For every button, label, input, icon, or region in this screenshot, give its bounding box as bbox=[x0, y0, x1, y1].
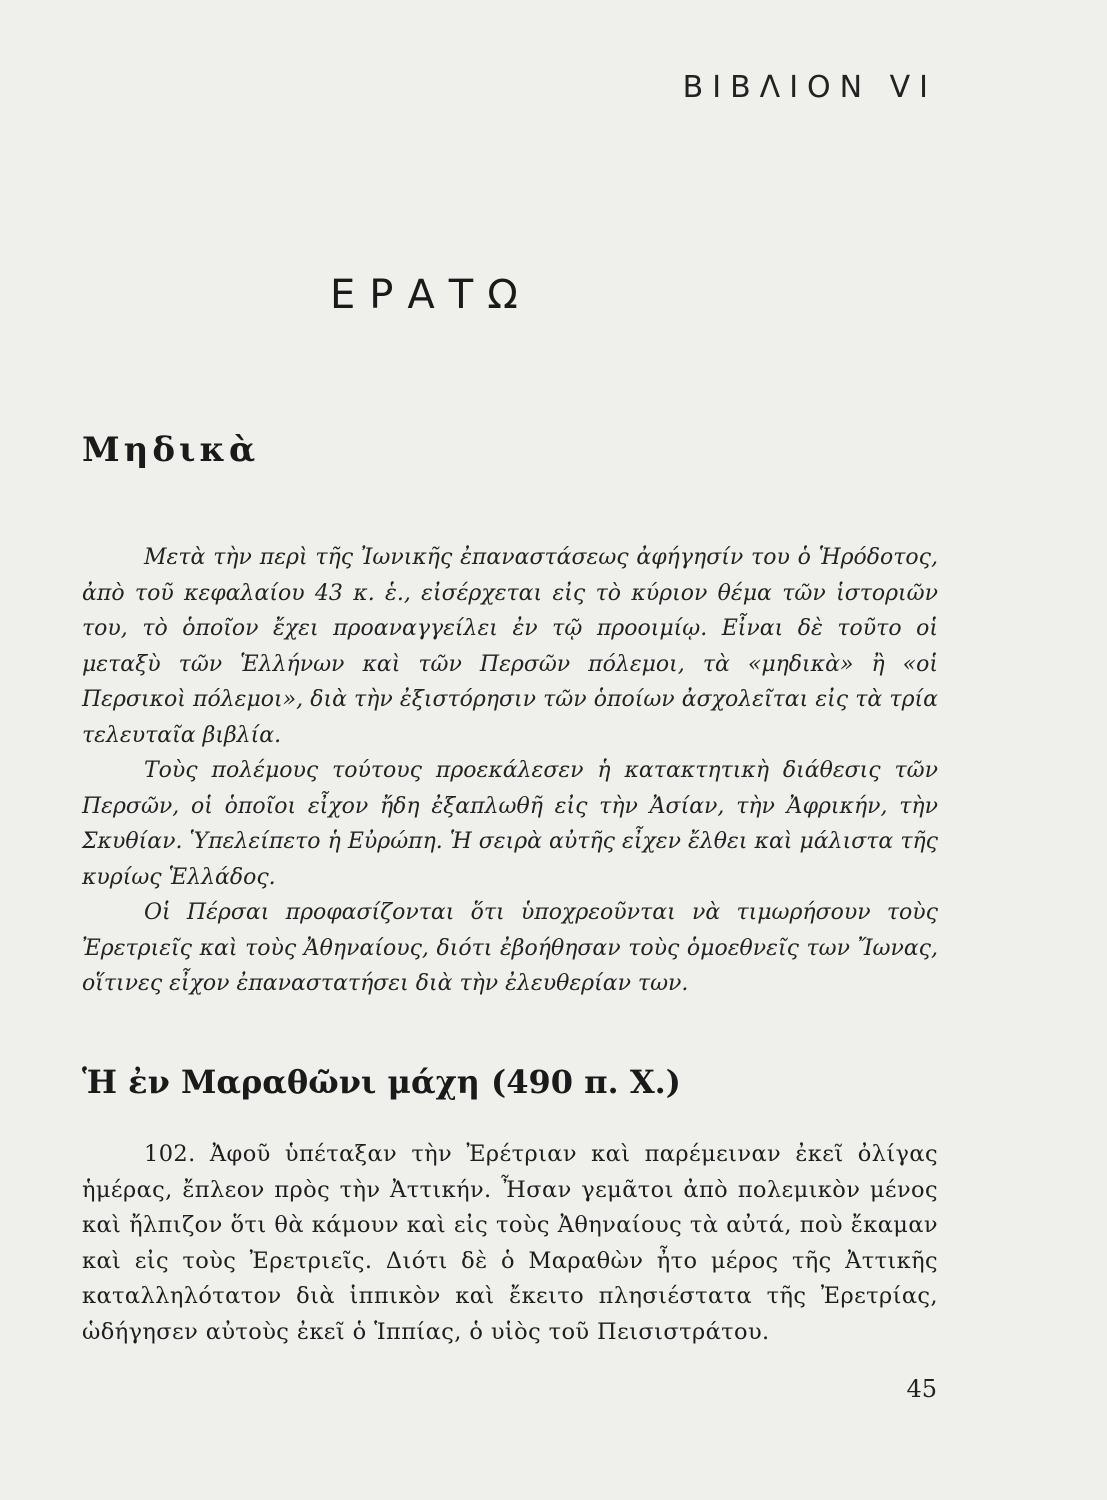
body-text bbox=[82, 1137, 938, 1350]
subsection-title: Ἡ ἐν Μαραθῶνι μάχη (490 π. Χ.) bbox=[82, 1063, 681, 1101]
book-title: ΕΡΑΤΩ bbox=[330, 272, 532, 318]
paragraph: 102. Ἀφοῦ ὑπέταξαν τὴν Ἐρέτριαν καὶ παρέμειναν ἐκεῖ ὀλίγας ἡμέρας, ἔπλεον πρὸς τὴν Ἀττικήν. Ἦσαν γεμᾶτοι ἀπὸ πολεμικὸν μένος καὶ ἤλπιζον ὅτι θὰ κάμουν καὶ εἰς τοὺς Ἀθηναίους τὰ αὐτά, ποὺ ἔκαμαν καὶ εἰς τοὺς Ἐρετριεῖς. Διότι δὲ ὁ Μαραθὼν ἦτο μέρος τῆς Ἀττικῆς καταλληλότατον διὰ ἱππικὸν καὶ ἔκειτο πλησιέστατα τῆς Ἐρετρίας, ὡδήγησεν αὐτοὺς ἐκεῖ ὁ Ἱππίας, ὁ υἱὸς τοῦ Πεισιστράτου. bbox=[82, 1141, 938, 1345]
paragraph: Μετὰ τὴν περὶ τῆς Ἰωνικῆς ἐπαναστάσεως ἀφήγησίν του ὁ Ἡρόδοτος, ἀπὸ τοῦ κεφαλαίου 43 κ. ἑ., εἰσέρχεται εἰς τὸ κύριον θέμα τῶν ἱστοριῶν του, τὸ ὁποῖον ἔχει προαναγγείλει ἐν τῷ προοιμίῳ. Εἶναι δὲ τοῦτο οἱ μεταξὺ τῶν Ἑλλήνων καὶ τῶν Περσῶν πόλεμοι, τὰ «μηδικὰ» ἢ «οἱ Περσικοὶ πόλεμοι», διὰ τὴν ἐξιστόρησιν τῶν ὁποίων ἀσχολεῖται εἰς τὰ τρία τελευταῖα βιβλία. bbox=[82, 545, 938, 748]
paragraph: Τοὺς πολέμους τούτους προεκάλεσεν ἡ κατακτητικὴ διάθεσις τῶν Περσῶν, οἱ ὁποῖοι εἶχον ἤδη ἐξαπλωθῆ εἰς τὴν Ἀσίαν, τὴν Ἀφρικήν, τὴν Σκυθίαν. Ὑπελείπετο ἡ Εὐρώπη. Ἡ σειρὰ αὐτῆς εἶχεν ἔλθει καὶ μάλιστα τῆς κυρίως Ἑλλάδος. bbox=[82, 758, 938, 890]
running-head: ΒΙΒΛΙΟΝ VI bbox=[682, 70, 937, 105]
paragraph: Οἱ Πέρσαι προφασίζονται ὅτι ὑποχρεοῦνται νὰ τιμωρήσουν τοὺς Ἐρετριεῖς καὶ τοὺς Ἀθηναίους, διότι ἐβοήθησαν τοὺς ὁμοεθνεῖς των Ἴωνας, οἵτινες εἶχον ἐπαναστατήσει διὰ τὴν ἐλευθερίαν των. bbox=[82, 900, 938, 996]
intro-text bbox=[82, 540, 938, 1002]
page-number: 45 bbox=[906, 1375, 937, 1403]
section-title: Μηδικὰ bbox=[82, 430, 260, 470]
